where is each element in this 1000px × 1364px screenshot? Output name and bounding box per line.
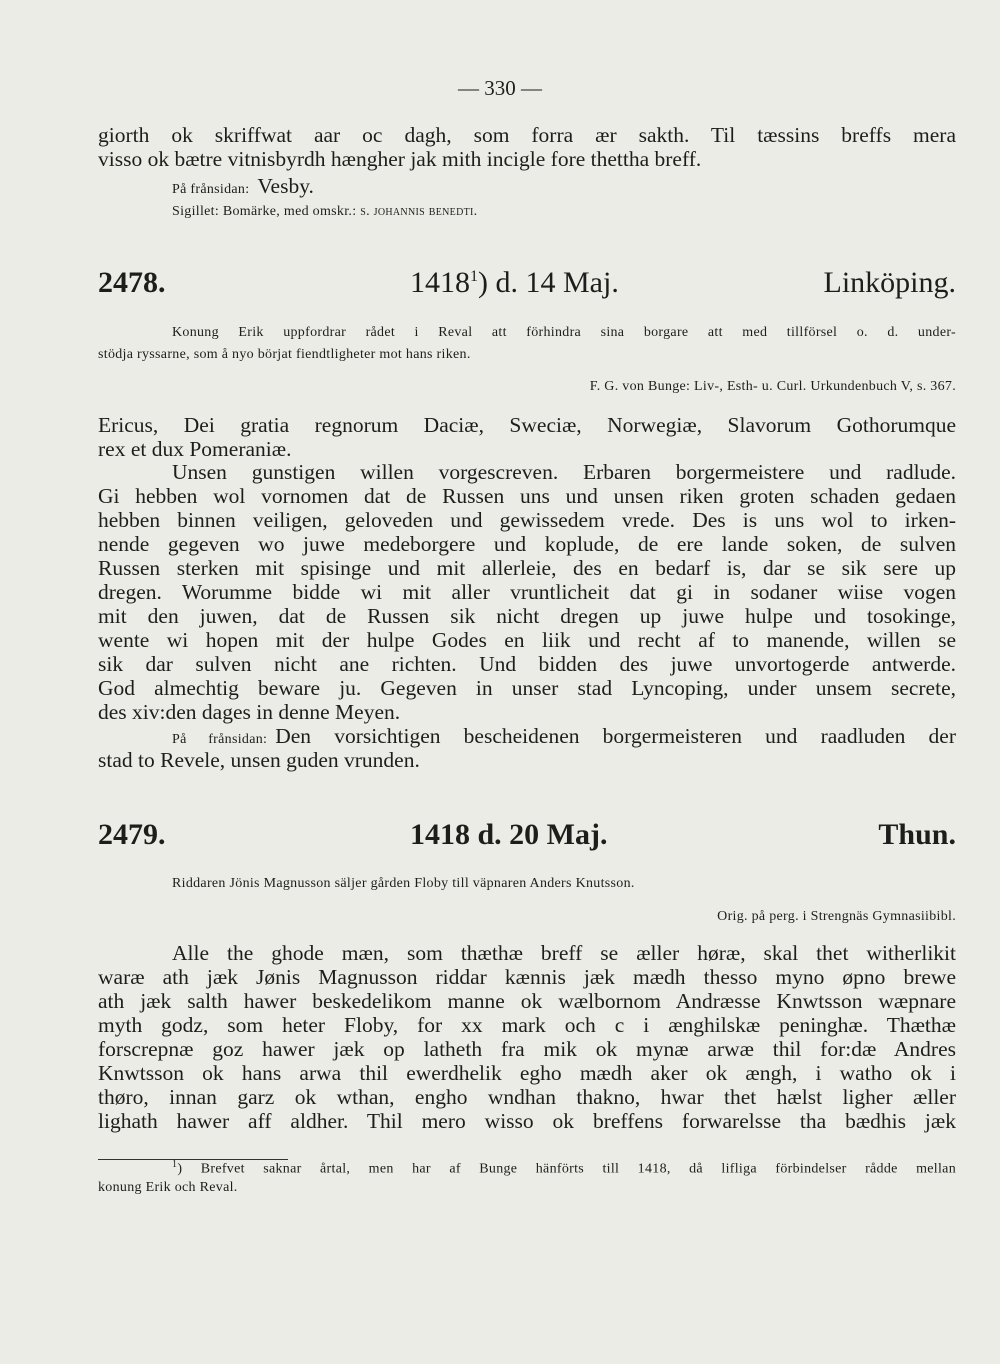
text-line: visso ok bætre vitnisbyrdh hængher jak mith incigle fore thettha breff.: [98, 147, 702, 171]
text-line: thøro, innan garz ok wthan, engho wndhan thakno, hwar thet hælst ligher æller: [98, 1085, 956, 1109]
page-number: — 330 —: [458, 76, 542, 100]
text-line: myth godz, som heter Floby, for xx mark och c i ænghilskæ peninghæ. Thæthæ: [98, 1013, 956, 1037]
seal-label: Sigillet:: [172, 204, 220, 219]
text-line: rex et dux Pomeraniæ.: [98, 437, 292, 461]
summary-line: Riddaren Jönis Magnusson säljer gården Floby till väpnaren Anders Knutsson.: [172, 876, 635, 891]
text-line: des xiv:den dages in denne Meyen.: [98, 700, 401, 724]
text-line: waræ ath jæk Jønis Magnusson riddar kænnis jæk mædh thesso myno øpno brewe: [98, 965, 956, 989]
entry-date: [410, 268, 619, 298]
entry-date: 1418 d. 20 Maj.: [410, 818, 608, 851]
reverse-text: Den vorsichtigen bescheidenen borgermeisteren und raadluden der: [275, 724, 956, 748]
seal-inscription: s. johannis benedti.: [360, 204, 478, 219]
text-line: giorth ok skriffwat aar oc dagh, som forra ær sakth. Til tæssins breffs mera: [98, 123, 956, 147]
seal-text: Bomärke, med omskr.:: [222, 204, 357, 219]
text-line: God almechtig beware ju. Gegeven in unser stad Lyncoping, under unsem secrete,: [98, 676, 956, 700]
text-line: Gi hebben wol vornomen dat de Russen uns und unsen riken groten schaden gedaen: [98, 484, 956, 508]
text-line: Knwtsson ok hans arwa thil ewerdhelik egho mædh aker ok ængh, i watho ok i: [98, 1061, 956, 1085]
entry-number: 2478.: [98, 266, 166, 299]
source-citation: F. G. von Bunge: Liv-, Esth- u. Curl. Urkundenbuch V, s. 367.: [589, 379, 956, 394]
text-line: Alle the ghode mæn, som thæthæ breff se æller høræ, skal thet witherlikit: [172, 941, 956, 965]
reverse-text: stad to Revele, unsen guden vrunden.: [98, 748, 420, 772]
reverse-label: På frånsidan:: [172, 182, 250, 197]
text-line: nende gegeven wo juwe medeborgere und koplude, de ere lande soken, de sulven: [98, 532, 956, 556]
text-line: hebben binnen veiligen, geloveden und gewissedem vrede. Des is uns wol to irken-: [98, 508, 956, 532]
text-line: ath jæk salth hawer beskedelikom manne ok wælbornom Andræsse Knwtsson wæpnare: [98, 989, 956, 1013]
reverse-label: På frånsidan:: [172, 732, 268, 747]
footnote-line: konung Erik och Reval.: [98, 1180, 238, 1195]
seal-note: [172, 205, 1000, 219]
summary-line: stödja ryssarne, som å nyo börjat fiendtligheter mot hans riken.: [98, 347, 471, 362]
entry-place: Linköping.: [823, 266, 956, 299]
text-line: wente wi hopen mit der hulpe Godes en liik und recht af to manende, willen se: [98, 628, 956, 652]
reverse-text: Vesby.: [257, 174, 314, 198]
text-line: dregen. Worumme bidde wi mit aller vruntlicheit dat gi in sodaner wiise vogen: [98, 580, 956, 604]
text-line: Russen sterken mit spisinge und mit allerleie, des en bedarf is, dar se sik sere up: [98, 556, 956, 580]
text-line: forscrepnæ goz hawer jæk op latheth fra mik ok mynæ arwæ thil for:dæ Andres: [98, 1037, 956, 1061]
text-line: mit den juwen, dat de Russen sik nicht dregen up juwe hulpe und tosokinge,: [98, 604, 956, 628]
entry-number: 2479.: [98, 818, 166, 851]
footnote-ref: 1: [470, 268, 478, 285]
date-rest: ) d. 14 Maj.: [478, 266, 619, 299]
source-citation: Orig. på perg. i Strengnäs Gymnasiibibl.: [717, 909, 956, 924]
entry-place: Thun.: [878, 818, 956, 851]
text-line: Ericus, Dei gratia regnorum Daciæ, Sweciæ, Norwegiæ, Slavorum Gothorumque: [98, 413, 956, 437]
footnote-text: ) Brefvet saknar årtal, men har af Bunge hänförts till 1418, då lifliga förbindelser rådde mellan: [177, 1161, 956, 1177]
reverse-note: [172, 726, 956, 748]
text-line: lighath hawer aff aldher. Thil mero wisso ok breffens forwarelsse tha bædhis jæk: [98, 1109, 956, 1133]
text-line: sik dar sulven nicht ane richten. Und bidden des juwe unvortogerde antwerde.: [98, 652, 956, 676]
date-year: 1418: [410, 266, 470, 299]
summary-line: Konung Erik uppfordrar rådet i Reval att förhindra sina borgare att med tillförsel o. d. under-: [172, 325, 956, 340]
reverse-note: [172, 176, 1000, 198]
footnote-line: [172, 1160, 956, 1177]
footnote-marker: 1: [172, 1159, 178, 1170]
text-line: Unsen gunstigen willen vorgescreven. Erbaren borgermeistere und radlude.: [172, 460, 956, 484]
